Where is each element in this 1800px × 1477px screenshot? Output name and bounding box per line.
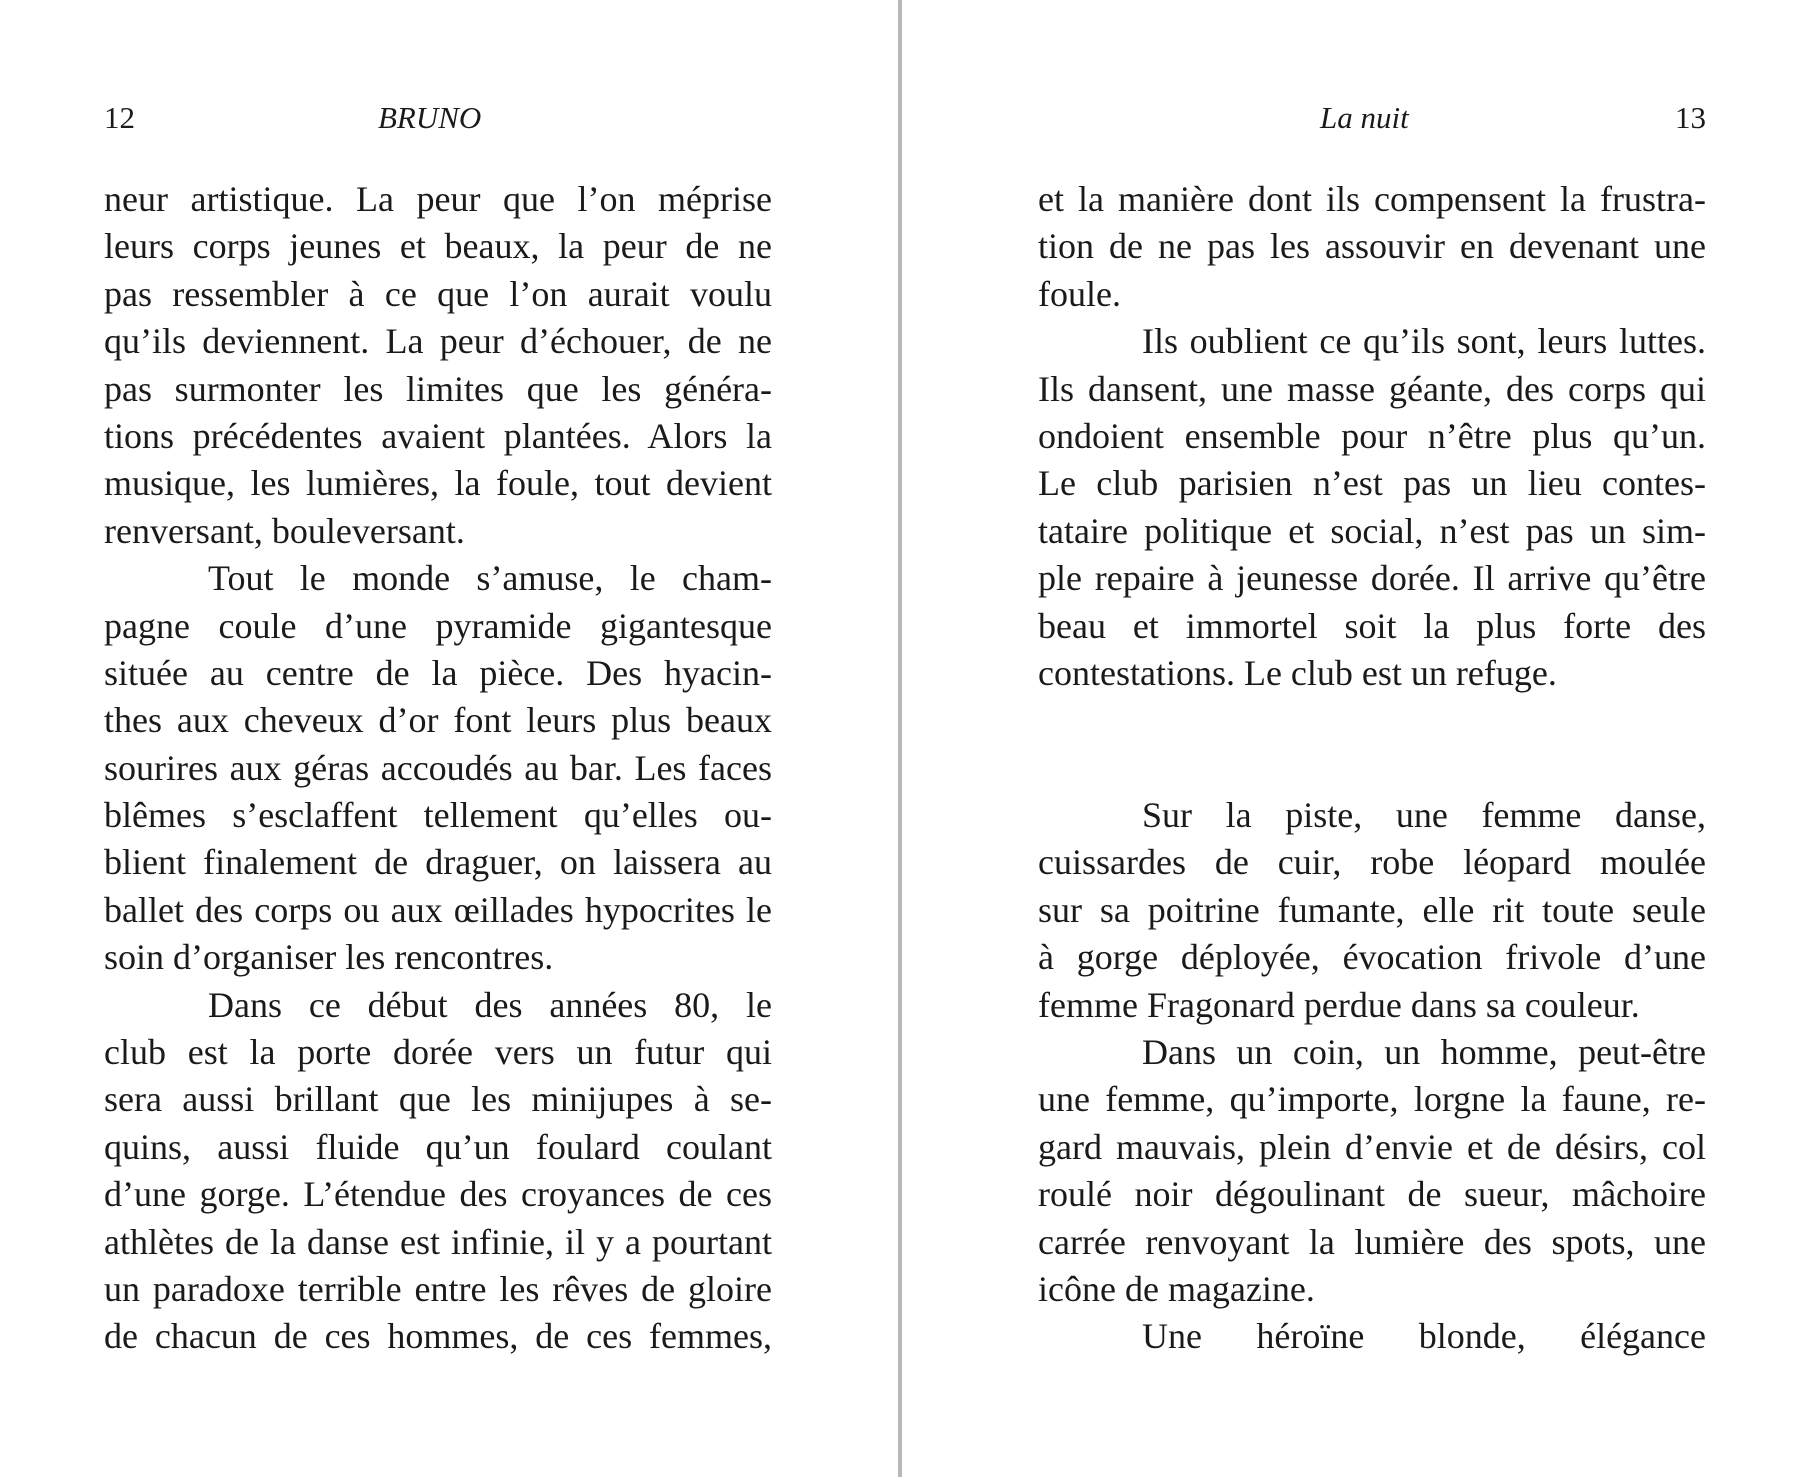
left-page	[104, 0, 772, 1477]
text-line: club est la porte dorée vers un futur qui	[104, 1032, 772, 1073]
running-title: BRUNO	[378, 100, 482, 135]
text-line: tions précédentes avaient plantées. Alors la	[104, 415, 772, 456]
text-line: blêmes s’esclaffent tellement qu’elles ou-	[104, 795, 772, 836]
text-line: un paradoxe terrible entre les rêves de gloire	[104, 1268, 772, 1309]
text-line: cuissardes de cuir, robe léopard moulée	[1038, 842, 1706, 883]
text-line: tataire politique et social, n’est pas un sim-	[1038, 510, 1706, 551]
left-page-header	[104, 96, 772, 140]
text-line: Ils dansent, une masse géante, des corps qui	[1038, 368, 1706, 409]
text-line: foule.	[1038, 273, 1121, 314]
text-line: ballet des corps ou aux œillades hypocrites le	[104, 889, 772, 930]
text-line: Le club parisien n’est pas un lieu contes-	[1038, 463, 1706, 504]
text-line: femme Fragonard perdue dans sa couleur.	[1038, 984, 1640, 1025]
left-page-body	[104, 176, 772, 1361]
text-line: neur artistique. La peur que l’on méprise	[104, 179, 772, 219]
text-line: sourires aux géras accoudés au bar. Les faces	[104, 747, 772, 788]
text-line: ondoient ensemble pour n’être plus qu’un.	[1038, 415, 1706, 456]
text-line: située au centre de la pièce. Des hyacin-	[104, 652, 772, 693]
text-line: une femme, qu’importe, lorgne la faune, re-	[1038, 1079, 1706, 1120]
text-line: Ils oublient ce qu’ils sont, leurs luttes.	[1142, 321, 1706, 362]
text-line: blient finalement de draguer, on laissera au	[104, 842, 772, 883]
right-page	[1038, 0, 1706, 1477]
running-title: La nuit	[1320, 100, 1409, 135]
text-line: pas ressembler à ce que l’on aurait voulu	[104, 273, 772, 314]
text-line: Dans un coin, un homme, peut-être	[1142, 1032, 1706, 1073]
text-line: soin d’organiser les rencontres.	[104, 937, 554, 978]
text-line: pas surmonter les limites que les généra-	[104, 368, 772, 409]
text-line: Une héroïne blonde, élégance	[1142, 1316, 1706, 1357]
text-line: quins, aussi fluide qu’un foulard coulant	[104, 1126, 772, 1167]
text-line: carrée renvoyant la lumière des spots, une	[1038, 1221, 1706, 1262]
text-line: Dans ce début des années 80, le	[208, 984, 772, 1025]
text-line: thes aux cheveux d’or font leurs plus beaux	[104, 700, 772, 741]
book-gutter	[898, 0, 902, 1477]
text-line: roulé noir dégoulinant de sueur, mâchoire	[1038, 1174, 1706, 1215]
text-line: contestations. Le club est un refuge.	[1038, 652, 1557, 693]
text-line: beau et immortel soit la plus forte des	[1038, 605, 1706, 646]
text-line: de chacun de ces hommes, de ces femmes,	[104, 1316, 772, 1357]
text-line: leurs corps jeunes et beaux, la peur de ne	[104, 226, 772, 267]
right-page-header	[1038, 96, 1706, 140]
text-line: ple repaire à jeunesse dorée. Il arrive qu’être	[1038, 558, 1706, 599]
section-break	[1038, 697, 1706, 792]
text-line: Sur la piste, une femme danse,	[1142, 795, 1706, 836]
page-number: 12	[104, 100, 135, 135]
text-line: à gorge déployée, évocation frivole d’une	[1038, 937, 1706, 978]
text-line: tion de ne pas les assouvir en devenant une	[1038, 226, 1706, 267]
text-line: Tout le monde s’amuse, le cham-	[208, 558, 772, 599]
text-line: qu’ils deviennent. La peur d’échouer, de ne	[104, 321, 772, 362]
text-line: renversant, bouleversant.	[104, 510, 465, 551]
text-line: musique, les lumières, la foule, tout devient	[104, 463, 772, 504]
right-page-body	[1038, 176, 1706, 1361]
text-line: athlètes de la danse est infinie, il y a pourtant	[104, 1221, 772, 1262]
text-line: gard mauvais, plein d’envie et de désirs, col	[1038, 1126, 1706, 1167]
text-line: pagne coule d’une pyramide gigantesque	[104, 605, 772, 646]
page-number: 13	[1675, 100, 1706, 135]
text-line: et la manière dont ils compensent la frustra-	[1038, 179, 1706, 219]
text-line: sera aussi brillant que les minijupes à se-	[104, 1079, 772, 1120]
text-line: sur sa poitrine fumante, elle rit toute seule	[1038, 889, 1706, 930]
text-line: d’une gorge. L’étendue des croyances de ces	[104, 1174, 772, 1215]
text-line: icône de magazine.	[1038, 1269, 1315, 1309]
